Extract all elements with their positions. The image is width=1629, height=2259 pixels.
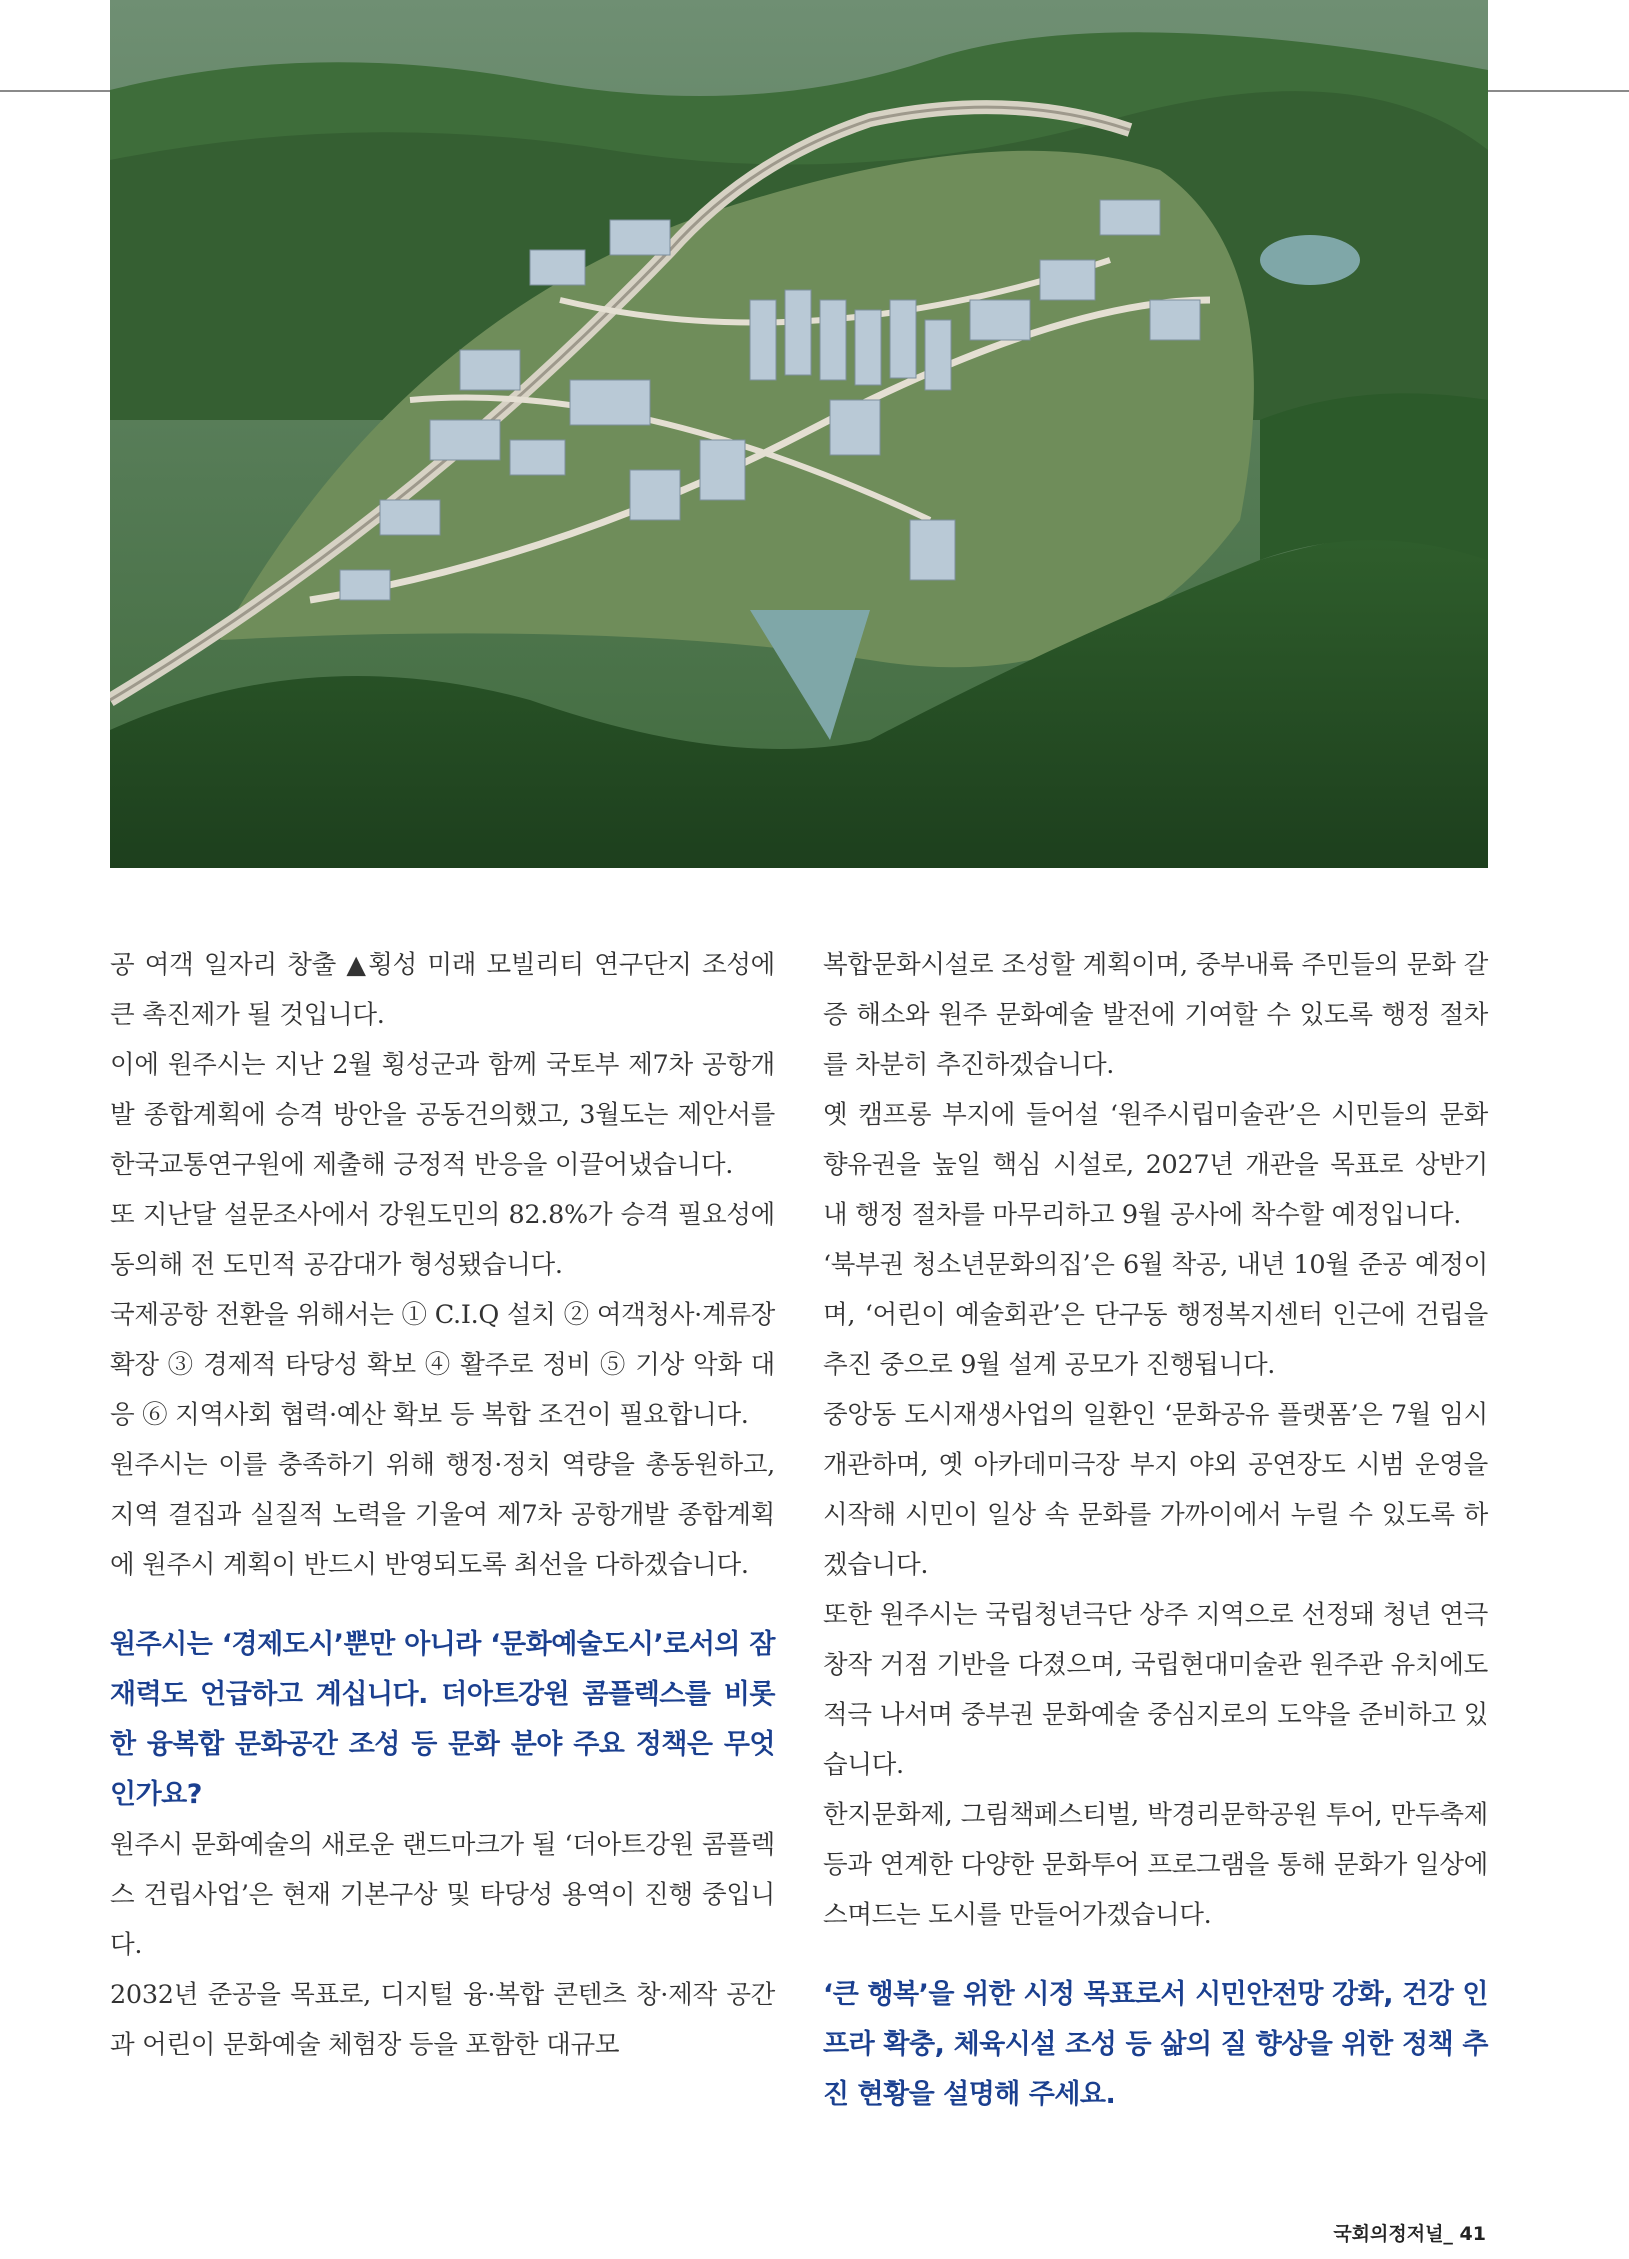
paragraph: 또한 원주시는 국립청년극단 상주 지역으로 선정돼 청년 연극 창작 거점 기반을 다졌으며, 국립현대미술관 원주관 유치에도 적극 나서며 중부권 문화예술 중심지로의 도약을 준비하고 있습니다. — [823, 1600, 1488, 1780]
paragraph: 또 지난달 설문조사에서 강원도민의 82.8%가 승격 필요성에 동의해 전 도민적 공감대가 형성됐습니다. — [110, 1200, 775, 1280]
interview-question: 원주시는 ‘경제도시’뿐만 아니라 ‘문화예술도시’로서의 잠재력도 언급하고 계십니다. 더아트강원 콤플렉스를 비롯한 융복합 문화공간 조성 등 문화 분야 주요 정책은 무엇인가요? — [110, 1629, 775, 1810]
paragraph: 중앙동 도시재생사업의 일환인 ‘문화공유 플랫폼’은 7월 임시 개관하며, 옛 아카데미극장 부지 야외 공연장도 시범 운영을 시작해 시민이 일상 속 문화를 가까이에서 누릴 수 있도록 하겠습니다. — [823, 1400, 1488, 1580]
aerial-photo-illustration — [110, 0, 1488, 868]
aerial-complex-photo — [110, 0, 1488, 868]
paragraph: 공 여객 일자리 창출 ▲횡성 미래 모빌리티 연구단지 조성에 큰 촉진제가 될 것입니다. — [110, 950, 775, 1030]
header-rule-left — [0, 90, 110, 92]
paragraph: 복합문화시설로 조성할 계획이며, 중부내륙 주민들의 문화 갈증 해소와 원주 문화예술 발전에 기여할 수 있도록 행정 절차를 차분히 추진하겠습니다. — [823, 950, 1488, 1080]
right-column — [823, 940, 1488, 2120]
left-column — [110, 940, 775, 2070]
paragraph: 원주시 문화예술의 새로운 랜드마크가 될 ‘더아트강원 콤플렉스 건립사업’은 현재 기본구상 및 타당성 용역이 진행 중입니다. — [110, 1830, 775, 1960]
paragraph: 한지문화제, 그림책페스티벌, 박경리문학공원 투어, 만두축제 등과 연계한 다양한 문화투어 프로그램을 통해 문화가 일상에 스며드는 도시를 만들어가겠습니다. — [823, 1800, 1488, 1930]
paragraph: 국제공항 전환을 위해서는 ① C.I.Q 설치 ② 여객청사·계류장 확장 ③ 경제적 타당성 확보 ④ 활주로 정비 ⑤ 기상 악화 대응 ⑥ 지역사회 협력·예산 확보 등 복합 조건이 필요합니다. — [110, 1300, 775, 1430]
paragraph: 2032년 준공을 목표로, 디지털 융·복합 콘텐츠 창·제작 공간과 어린이 문화예술 체험장 등을 포함한 대규모 — [110, 1980, 775, 2060]
page-footer: 국회의정저널_ 41 — [1333, 2223, 1486, 2245]
paragraph: 옛 캠프롱 부지에 들어설 ‘원주시립미술관’은 시민들의 문화 향유권을 높일 핵심 시설로, 2027년 개관을 목표로 상반기 내 행정 절차를 마무리하고 9월 공사에 착수할 예정입니다. — [823, 1100, 1488, 1230]
paragraph: 이에 원주시는 지난 2월 횡성군과 함께 국토부 제7차 공항개발 종합계획에 승격 방안을 공동건의했고, 3월도는 제안서를 한국교통연구원에 제출해 긍정적 반응을 이끌어냈습니다. — [110, 1050, 775, 1180]
paragraph: 원주시는 이를 충족하기 위해 행정·정치 역량을 총동원하고, 지역 결집과 실질적 노력을 기울여 제7차 공항개발 종합계획에 원주시 계획이 반드시 반영되도록 최선을 다하겠습니다. — [110, 1450, 775, 1580]
paragraph: ‘북부권 청소년문화의집’은 6월 착공, 내년 10월 준공 예정이며, ‘어린이 예술회관’은 단구동 행정복지센터 인근에 건립을 추진 중으로 9월 설계 공모가 진행됩니다. — [823, 1250, 1488, 1380]
header-rule-right — [1488, 90, 1629, 92]
interview-question: ‘큰 행복’을 위한 시정 목표로서 시민안전망 강화, 건강 인프라 확충, 체육시설 조성 등 삶의 질 향상을 위한 정책 추진 현황을 설명해 주세요. — [823, 1979, 1488, 2110]
